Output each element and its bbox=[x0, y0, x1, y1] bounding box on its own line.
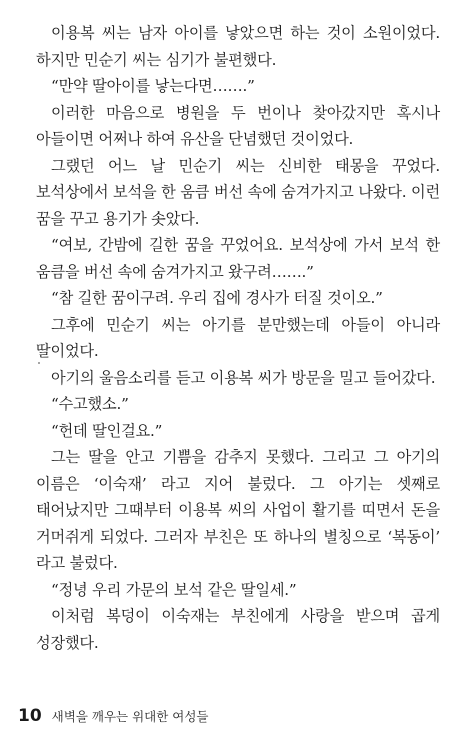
running-book-title: 새벽을 깨우는 위대한 여성들 bbox=[51, 709, 209, 724]
body-text bbox=[36, 20, 440, 656]
paragraph: “여보, 간밤에 길한 꿈을 꾸었어요. 보석상에 가서 보석 한 움큼을 버선 속에 숨겨가지고 왔구려…….” bbox=[36, 236, 440, 281]
paragraph: 그는 딸을 안고 기쁨을 감추지 못했다. 그리고 그 아기의 이름은 ‘이숙재’ 라고 지어 불렀다. 그 아기는 셋째로 태어났지만 그때부터 이용복 씨의 사업이 활기를 띠면서 돈을 거머쥐게 되었다. 그러자 부친은 또 하나의 별칭으로 ‘복동이’ 라고 불렀다. bbox=[36, 448, 440, 572]
paragraph: 그랬던 어느 날 민순기 씨는 신비한 태몽을 꾸었다. 보석상에서 보석을 한 움큼 버선 속에 숨겨가지고 나왔다. 이런 꿈을 꾸고 용기가 솟았다. bbox=[36, 156, 440, 228]
paragraph: “참 길한 꿈이구려. 우리 집에 경사가 터질 것이오.” bbox=[51, 289, 383, 307]
page-footer bbox=[18, 706, 209, 728]
paragraph: 이용복 씨는 남자 아이를 낳았으면 하는 것이 소원이었다. 하지만 민순기 씨는 심기가 불편했다. bbox=[36, 24, 440, 69]
paragraph: 아기의 울음소리를 듣고 이용복 씨가 방문을 밀고 들어갔다. bbox=[51, 368, 436, 387]
paragraph: 그후에 민순기 씨는 아기를 분만했는데 아들이 아니라 딸이었다. bbox=[36, 315, 440, 360]
paragraph: “헌데 딸인걸요.” bbox=[51, 421, 163, 440]
paragraph: “만약 딸아이를 낳는다면…….” bbox=[51, 77, 255, 95]
print-speck bbox=[38, 362, 40, 364]
paragraph: “정녕 우리 가문의 보석 같은 딸일세.” bbox=[51, 580, 297, 599]
paragraph: 이처럼 복덩이 이숙재는 부친에게 사랑을 받으며 곱게 성장했다. bbox=[36, 607, 440, 652]
paragraph: 이러한 마음으로 병원을 두 번이나 찾아갔지만 혹시나 아들이면 어쩌나 하여 유산을 단념했던 것이었다. bbox=[36, 103, 440, 148]
paragraph: “수고했소.” bbox=[51, 395, 129, 413]
page-number: 10 bbox=[18, 706, 42, 726]
